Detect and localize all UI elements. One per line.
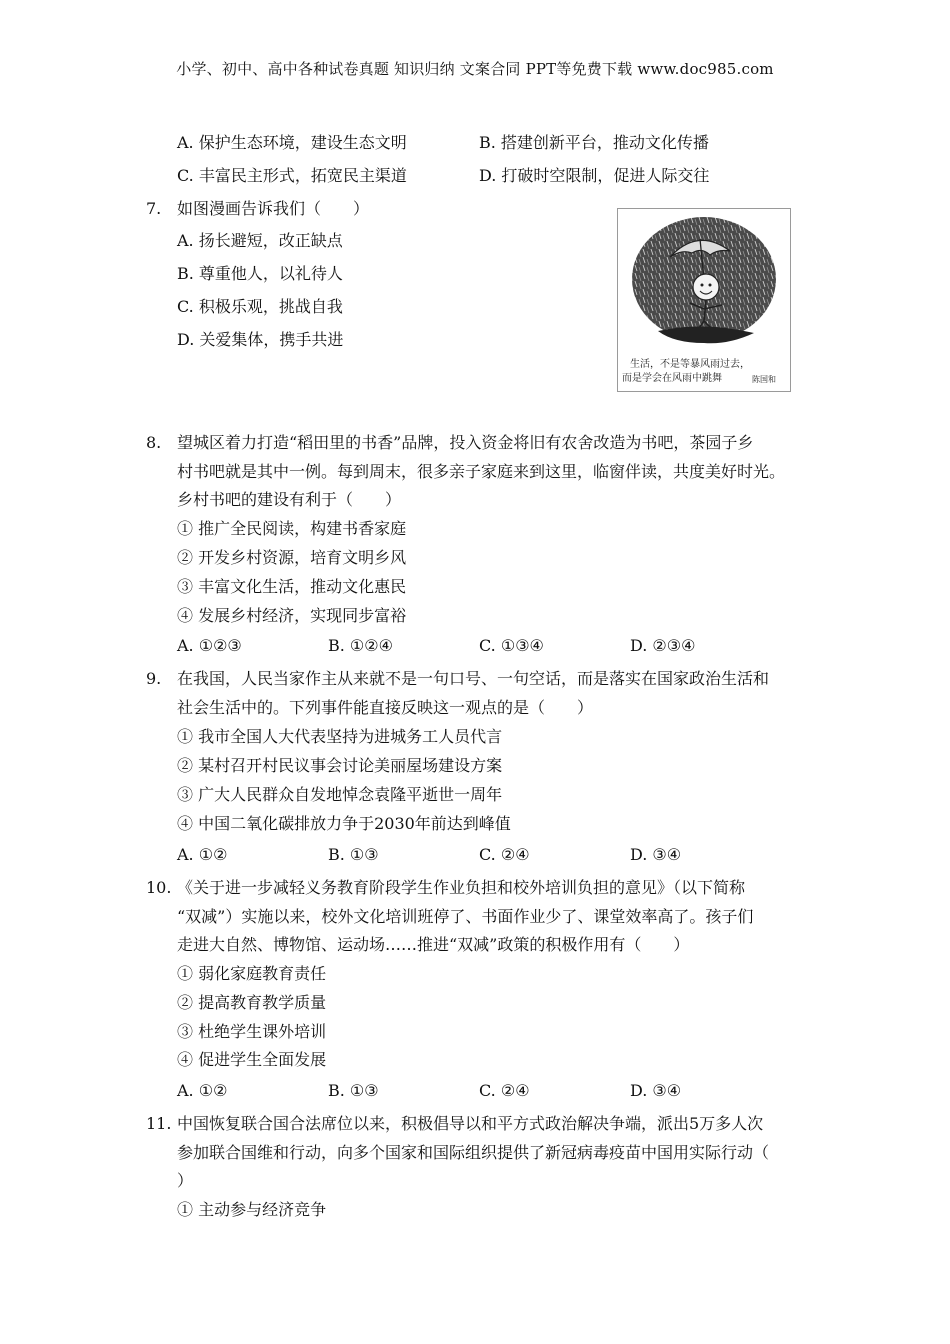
q9-stem-line1: 在我国，人民当家作主从来就不是一句口号、一句空话，而是落实在国家政治生活和 bbox=[177, 669, 770, 688]
q9-number: 9. bbox=[146, 669, 162, 688]
q7-stem: 如图漫画告诉我们（ ） bbox=[177, 199, 370, 218]
q10-statement-1: ① 弱化家庭教育责任 bbox=[177, 964, 327, 983]
page-header: 小学、初中、高中各种试卷真题 知识归纳 文案合同 PPT等免费下载 www.doc985.com bbox=[176, 60, 774, 78]
q6-option-c: C. 丰富民主形式，拓宽民主渠道 bbox=[177, 166, 407, 185]
cartoon-caption-line2: 而是学会在风雨中跳舞 bbox=[622, 373, 722, 384]
q8-option-b: B. ①②④ bbox=[328, 636, 393, 655]
q10-stem-line1: 《关于进一步减轻义务教育阶段学生作业负担和校外培训负担的意见》（以下简称 bbox=[177, 878, 746, 897]
q6-option-a: A. 保护生态环境，建设生态文明 bbox=[177, 133, 407, 152]
q9-stem-line2: 社会生活中的。下列事件能直接反映这一观点的是（ ） bbox=[177, 698, 594, 717]
q7-cartoon bbox=[617, 208, 791, 392]
q8-stem-line1: 望城区着力打造“稻田里的书香”品牌，投入资金将旧有农舍改造为书吧，茶园子乡 bbox=[177, 433, 754, 452]
q10-number: 10. bbox=[146, 878, 172, 897]
q11-stem-line3: ） bbox=[177, 1171, 194, 1190]
q8-stem-line2: 村书吧就是其中一例。每到周末，很多亲子家庭来到这里，临窗伴读，共度美好时光。 bbox=[177, 462, 786, 481]
q8-statement-1: ① 推广全民阅读，构建书香家庭 bbox=[177, 519, 407, 538]
q10-option-d: D. ③④ bbox=[630, 1081, 682, 1100]
q11-statement-1: ① 主动参与经济竞争 bbox=[177, 1200, 327, 1219]
q11-number: 11. bbox=[146, 1114, 172, 1133]
q6-option-d: D. 打破时空限制，促进人际交往 bbox=[479, 166, 710, 185]
q8-statement-3: ③ 丰富文化生活，推动文化惠民 bbox=[177, 577, 407, 596]
q10-option-a: A. ①② bbox=[177, 1081, 228, 1100]
q10-statement-4: ④ 促进学生全面发展 bbox=[177, 1050, 327, 1069]
q8-number: 8. bbox=[146, 433, 162, 452]
q11-stem-line1: 中国恢复联合国合法席位以来，积极倡导以和平方式政治解决争端，派出5万多人次 bbox=[177, 1114, 764, 1133]
q7-option-b: B. 尊重他人，以礼待人 bbox=[177, 264, 343, 283]
q9-option-d: D. ③④ bbox=[630, 845, 682, 864]
q10-statement-3: ③ 杜绝学生课外培训 bbox=[177, 1022, 327, 1041]
q8-statement-2: ② 开发乡村资源，培育文明乡风 bbox=[177, 548, 407, 567]
cartoon-caption-line1: 生活，不是等暴风雨过去， bbox=[630, 359, 750, 370]
q10-option-c: C. ②④ bbox=[479, 1081, 530, 1100]
q9-statement-4: ④ 中国二氧化碳排放力争于2030年前达到峰值 bbox=[177, 814, 511, 833]
q7-number: 7. bbox=[146, 199, 162, 218]
cartoon-author: 陈国和 bbox=[752, 375, 776, 384]
q7-option-d: D. 关爱集体，携手共进 bbox=[177, 330, 344, 349]
q9-option-b: B. ①③ bbox=[328, 845, 379, 864]
q10-stem-line2: “双减”）实施以来，校外文化培训班停了、书面作业少了、课堂效率高了。孩子们 bbox=[177, 907, 754, 926]
q7-option-c: C. 积极乐观，挑战自我 bbox=[177, 297, 343, 316]
q9-statement-2: ② 某村召开村民议事会讨论美丽屋场建设方案 bbox=[177, 756, 503, 775]
q9-statement-3: ③ 广大人民群众自发地悼念袁隆平逝世一周年 bbox=[177, 785, 503, 804]
q9-option-c: C. ②④ bbox=[479, 845, 530, 864]
q9-statement-1: ① 我市全国人大代表坚持为进城务工人员代言 bbox=[177, 727, 503, 746]
q6-option-b: B. 搭建创新平台，推动文化传播 bbox=[479, 133, 709, 152]
q10-statement-2: ② 提高教育教学质量 bbox=[177, 993, 327, 1012]
q8-option-c: C. ①③④ bbox=[479, 636, 544, 655]
q8-option-a: A. ①②③ bbox=[177, 636, 242, 655]
q9-option-a: A. ①② bbox=[177, 845, 228, 864]
q10-stem-line3: 走进大自然、博物馆、运动场……推进“双减”政策的积极作用有（ ） bbox=[177, 935, 690, 954]
cartoon-illustration bbox=[618, 209, 790, 359]
q11-stem-line2: 参加联合国维和行动，向多个国家和国际组织提供了新冠病毒疫苗中国用实际行动（ bbox=[177, 1143, 770, 1162]
q10-option-b: B. ①③ bbox=[328, 1081, 379, 1100]
q8-option-d: D. ②③④ bbox=[630, 636, 696, 655]
q8-stem-line3: 乡村书吧的建设有利于（ ） bbox=[177, 490, 402, 509]
q7-option-a: A. 扬长避短，改正缺点 bbox=[177, 231, 343, 250]
q8-statement-4: ④ 发展乡村经济，实现同步富裕 bbox=[177, 606, 407, 625]
